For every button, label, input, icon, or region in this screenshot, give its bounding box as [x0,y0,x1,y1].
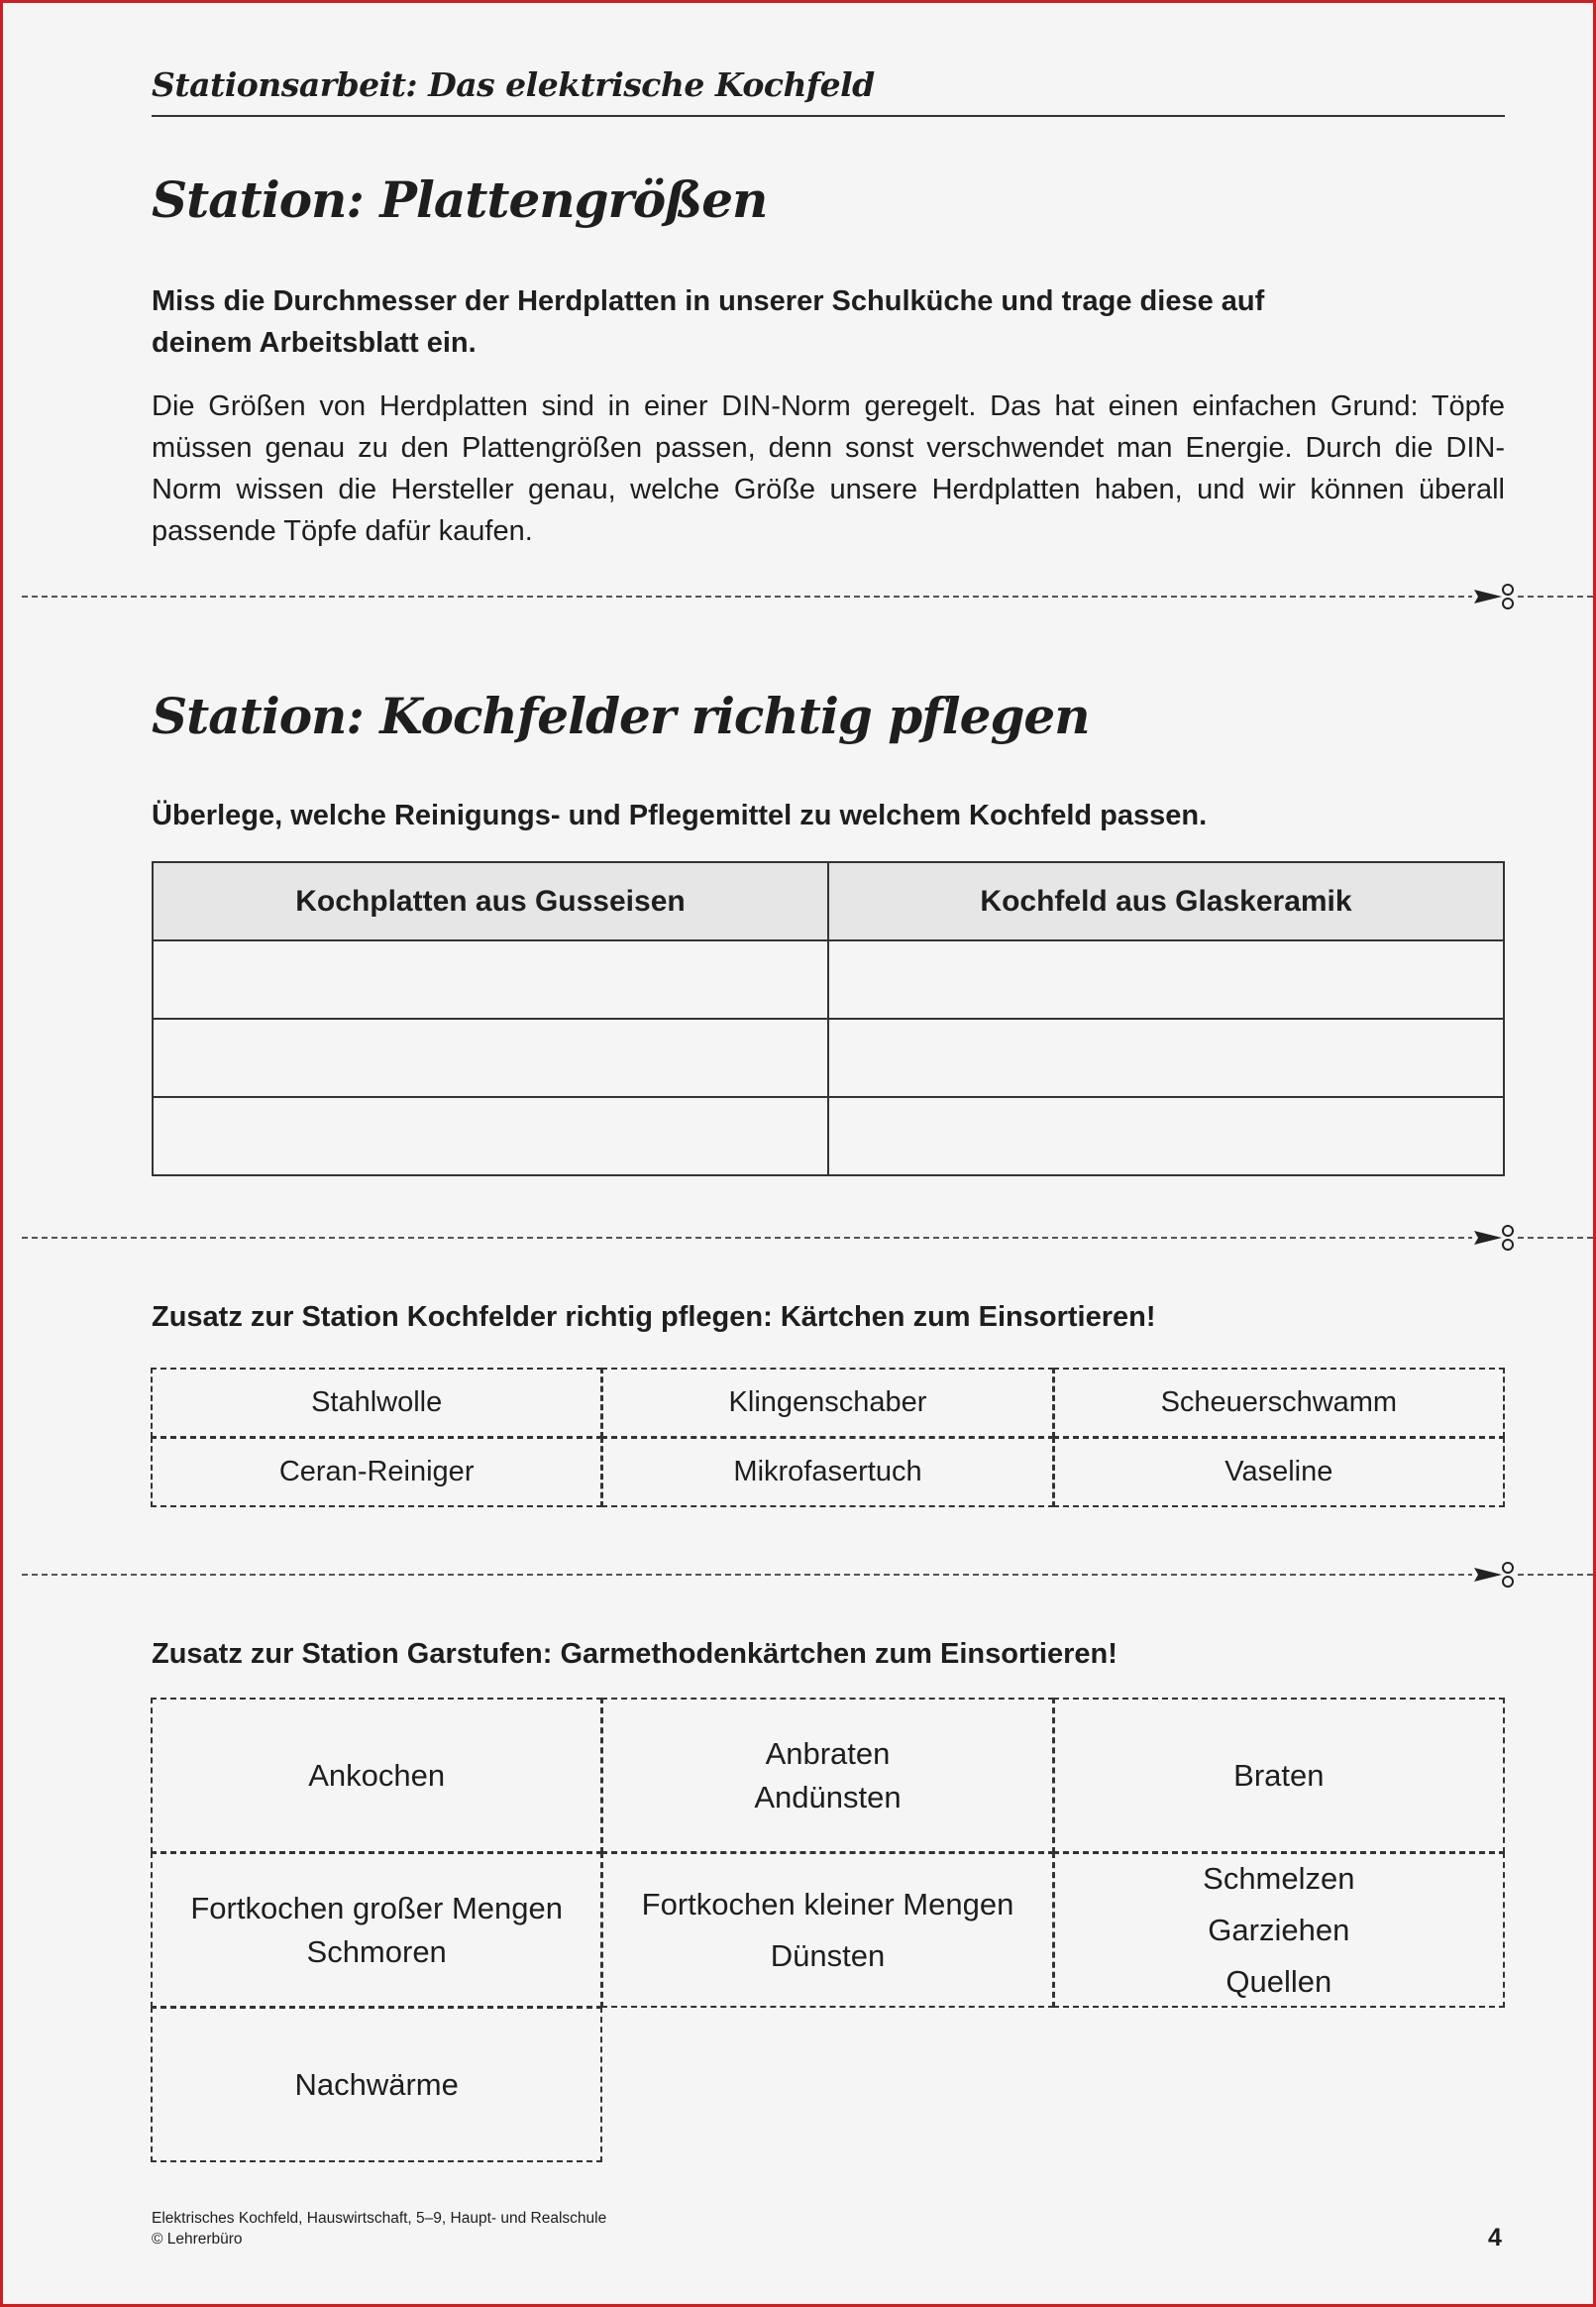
scissors-icon [1472,582,1518,611]
document-title: Stationsarbeit: Das elektrische Kochfeld [152,65,875,104]
station1-body-text: Die Größen von Herdplatten sind in einer DIN-Norm geregelt. Das hat einen einfachen Grund: Töpfe müssen genau zu den Plattengrößen passen, denn sonst verschwendet man Energie. Durch die DIN-Norm wissen die Hersteller genau, welche Größe unsere Herdplatten haben, und wir können überall passende Töpfe dafür kaufen. [152,390,1505,547]
card-klingenschaber[interactable]: Klingenschaber [601,1368,1053,1438]
card-mikrofasertuch[interactable]: Mikrofasertuch [601,1437,1053,1507]
table-row [153,940,1504,1019]
care-table [152,861,1505,1176]
table-header-row [153,862,1504,940]
footer-copyright: © Lehrerbüro [152,2231,243,2248]
card-ceran-reiniger[interactable]: Ceran-Reiniger [151,1437,602,1507]
header-divider [152,115,1505,117]
station1-task [152,280,1264,364]
station1-task-line2: deinem Arbeitsblatt ein. [152,327,477,359]
card-stahlwolle[interactable]: Stahlwolle [151,1368,602,1438]
extra2-heading: Zusatz zur Station Garstufen: Garmethodenkärtchen zum Einsortieren! [152,1638,1117,1670]
card-braten[interactable]: Braten [1053,1698,1505,1853]
station-heading-kochfelder-pflegen: Station: Kochfelder richtig pflegen [152,687,1090,745]
column-header-glaskeramik: Kochfeld aus Glaskeramik [828,862,1504,940]
extra1-heading: Zusatz zur Station Kochfelder richtig pflegen: Kärtchen zum Einsortieren! [152,1301,1156,1333]
table-cell[interactable] [828,940,1504,1019]
table-cell[interactable] [153,1019,828,1097]
table-row [153,1097,1504,1175]
card-vaseline[interactable]: Vaseline [1053,1437,1505,1507]
cleaning-card-grid [152,1369,1505,1507]
cut-line [22,1237,1593,1239]
table-cell[interactable] [153,1097,828,1175]
card-fortkochen-grosser-mengen[interactable]: Fortkochen großer Mengen Schmoren [151,1852,602,2008]
cut-line [22,1574,1593,1576]
card-nachwaerme[interactable]: Nachwärme [151,2007,602,2162]
station-heading-plattengroessen: Station: Plattengrößen [152,170,768,229]
table-cell[interactable] [153,940,828,1019]
station1-task-line1: Miss die Durchmesser der Herdplatten in unserer Schulküche und trage diese auf [152,285,1265,317]
scissors-icon [1472,1560,1518,1590]
cooking-card-grid [152,1699,1505,2162]
table-cell[interactable] [828,1019,1504,1097]
station2-task: Überlege, welche Reinigungs- und Pflegemittel zu welchem Kochfeld passen. [152,800,1208,831]
table-row [153,1019,1504,1097]
card-ankochen[interactable]: Ankochen [151,1698,602,1853]
card-scheuerschwamm[interactable]: Scheuerschwamm [1053,1368,1505,1438]
page-number: 4 [1488,2224,1502,2252]
column-header-gusseisen: Kochplatten aus Gusseisen [153,862,828,940]
card-anbraten-anduensten[interactable]: Anbraten Andünsten [601,1698,1053,1853]
card-fortkochen-kleiner-mengen[interactable]: Fortkochen kleiner Mengen Dünsten [601,1852,1053,2008]
table-cell[interactable] [828,1097,1504,1175]
cut-line [22,596,1593,598]
card-schmelzen-garziehen-quellen[interactable]: Schmelzen Garziehen Quellen [1053,1852,1505,2008]
footer [152,2208,606,2250]
scissors-icon [1472,1223,1518,1253]
footer-source: Elektrisches Kochfeld, Hauswirtschaft, 5–9, Haupt- und Realschule [152,2210,607,2227]
